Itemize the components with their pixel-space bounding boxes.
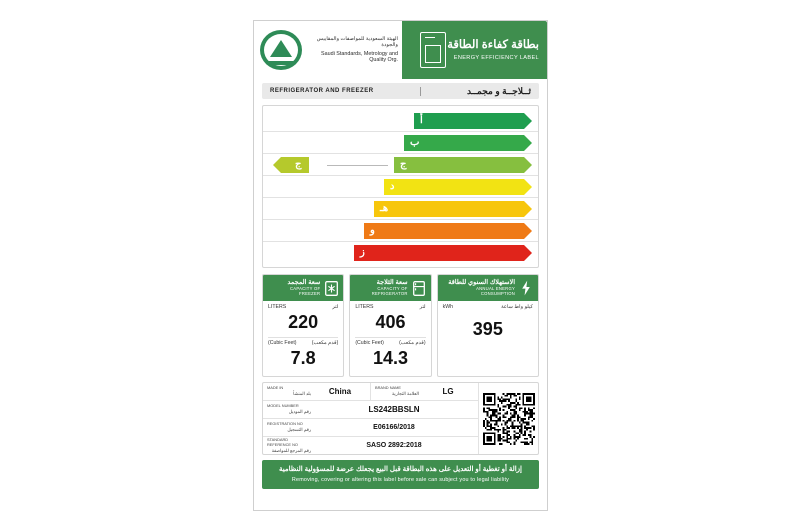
metric-unit2-ar: (قدم مكعب) (311, 339, 339, 346)
current-grade-marker (281, 157, 309, 173)
scale-row (263, 242, 538, 263)
made-in-value: China (328, 387, 352, 396)
current-grade-label: ج (295, 159, 302, 170)
divider (355, 337, 425, 338)
scale-row (263, 110, 538, 132)
metrics-row (262, 274, 539, 377)
registration-value: E06166/2018 (373, 424, 415, 431)
info-made-in (263, 383, 371, 400)
authority-name-ar: الهيئة السعودية للمواصفات والمقاييس والجودة (316, 35, 398, 48)
lightning-icon (519, 280, 533, 296)
metric-title-ar: سعة الثلاجة (376, 278, 408, 286)
scale-arrow-container (414, 110, 532, 131)
current-grade-connector (327, 165, 388, 166)
metric-value-kwh: 395 (472, 319, 503, 339)
scale-row (263, 198, 538, 220)
grade-arrow-2 (394, 157, 524, 173)
scale-row (263, 132, 538, 154)
metric-unit-ar: كيلو واط ساعة (501, 304, 534, 310)
grade-label: د (390, 181, 395, 192)
scale-arrow-container (404, 132, 532, 153)
grade-arrow-5 (364, 223, 524, 239)
scale-arrow-container (394, 154, 532, 175)
metric-title-ar: سعة المجمد (287, 278, 321, 286)
metric-annual-energy-consumption (437, 274, 539, 377)
model-label-ar: رقم الموديل (288, 409, 311, 415)
grade-arrow-3 (384, 179, 524, 195)
metric-unit-ar: لتر (332, 304, 339, 310)
metric-unit-en: LITERS (355, 304, 374, 310)
legal-warning-footer (262, 460, 539, 489)
grade-label: أ (420, 115, 423, 126)
grade-label: و (370, 225, 375, 236)
efficiency-scale (262, 105, 539, 268)
info-row (263, 437, 478, 454)
metric-header (263, 275, 343, 301)
authority-name-en: Saudi Standards, Metrology and Quality Org. (320, 50, 398, 63)
info-row (263, 383, 478, 401)
metric-unit-ar: لتر (419, 304, 426, 310)
energy-efficiency-label (253, 20, 548, 511)
standard-label-en: STANDARD REFERENCE NO (267, 437, 298, 447)
metric-body (350, 301, 430, 376)
metric-value-liters: 406 (375, 312, 406, 332)
info-row (263, 419, 478, 437)
metric-unit2-en: (Cubic Feet) (355, 339, 384, 346)
scale-arrow-container (384, 176, 532, 197)
metric-value-cubic-feet: 7.8 (290, 347, 316, 368)
grade-label: هـ (380, 203, 389, 214)
metric-title-ar: الاستهلاك السنوي للطاقة (448, 278, 516, 286)
authority-block (254, 21, 402, 79)
saso-logo-icon (260, 30, 302, 70)
grade-arrow-0 (414, 113, 524, 129)
legal-warning-ar: إزالة أو تغطية أو التعديل على هذه البطاقة قبل البيع يجعلك عرضة للمسؤولية النظامية (278, 466, 523, 474)
registration-label-en: REGISTRATION NO (267, 421, 303, 427)
made-in-label-en: MADE IN (267, 385, 284, 391)
grade-label: ج (400, 159, 407, 170)
made-in-label-ar: بلد المنشأ (293, 391, 311, 397)
metric-capacity-refrigerator (349, 274, 431, 377)
brand-value: LG (442, 387, 454, 396)
scale-arrow-container (354, 242, 532, 263)
metric-unit-en: kWh (442, 304, 453, 310)
metric-title-en: CAPACITY OF REFRIGERATOR (371, 286, 408, 297)
divider (268, 337, 338, 338)
metric-body (263, 301, 343, 376)
label-title-ar: بطاقة كفاءة الطاقة (447, 39, 539, 52)
brand-label-ar: العلامة التجارية (392, 391, 419, 397)
refrigerator-icon (420, 32, 446, 68)
divider (420, 87, 421, 96)
grade-arrow-4 (374, 201, 524, 217)
metric-unit2-en: (Cubic Feet) (268, 339, 297, 346)
grade-arrow-6 (354, 245, 524, 261)
standard-label-ar: رقم المرجع للمواصفة (271, 447, 311, 453)
product-type-bar (262, 83, 539, 99)
info-model-number (263, 401, 478, 418)
metric-title-en: CAPACITY OF FREEZER (290, 286, 321, 297)
metric-value-liters: 220 (288, 312, 319, 332)
qr-code-icon[interactable] (478, 383, 538, 454)
model-value: LS242BBSLN (368, 405, 420, 414)
product-name-ar: ثــلاجــة و مجمــد (467, 85, 531, 96)
metric-value-cubic-feet: 14.3 (372, 347, 408, 368)
brand-label-en: BRAND NAME (375, 385, 401, 391)
scale-row (263, 154, 538, 176)
refrigerator-icon (412, 280, 426, 296)
grade-arrow-1 (404, 135, 524, 151)
qr-code-graphic (483, 393, 535, 445)
legal-warning-en: Removing, covering or altering this label before sale can subject you to legal liability (291, 477, 510, 484)
metric-body (438, 301, 538, 348)
info-brand (371, 383, 478, 400)
info-row (263, 401, 478, 419)
authority-text (305, 37, 398, 63)
metric-capacity-freezer (262, 274, 344, 377)
label-title-block (402, 21, 547, 79)
metric-header (350, 275, 430, 301)
scale-row (263, 176, 538, 198)
grade-label: ز (360, 247, 365, 258)
grade-label: ب (410, 137, 420, 148)
freezer-icon (324, 280, 338, 296)
label-title-texts (447, 39, 539, 61)
scale-arrow-container (374, 198, 532, 219)
model-label-en: MODEL NUMBER (267, 403, 299, 409)
metric-unit-en: LITERS (268, 304, 287, 310)
scale-arrow-container (364, 220, 532, 241)
label-header (254, 21, 547, 79)
standard-value: SASO 2892:2018 (366, 442, 422, 450)
product-name-en: REFRIGERATOR AND FREEZER (270, 88, 374, 94)
label-title-en: ENERGY EFFICIENCY LABEL (453, 54, 539, 61)
metric-header (438, 275, 538, 301)
registration-label-ar: رقم التسجيل (287, 427, 311, 433)
info-registration-no (263, 419, 478, 436)
scale-row (263, 220, 538, 242)
product-info-block (262, 382, 539, 455)
info-standard-reference (263, 437, 478, 454)
product-info-rows (263, 383, 478, 454)
metric-unit2-ar: (قدم مكعب) (399, 339, 426, 346)
metric-title-en: ANNUAL ENERGY CONSUMPTION (476, 286, 516, 297)
